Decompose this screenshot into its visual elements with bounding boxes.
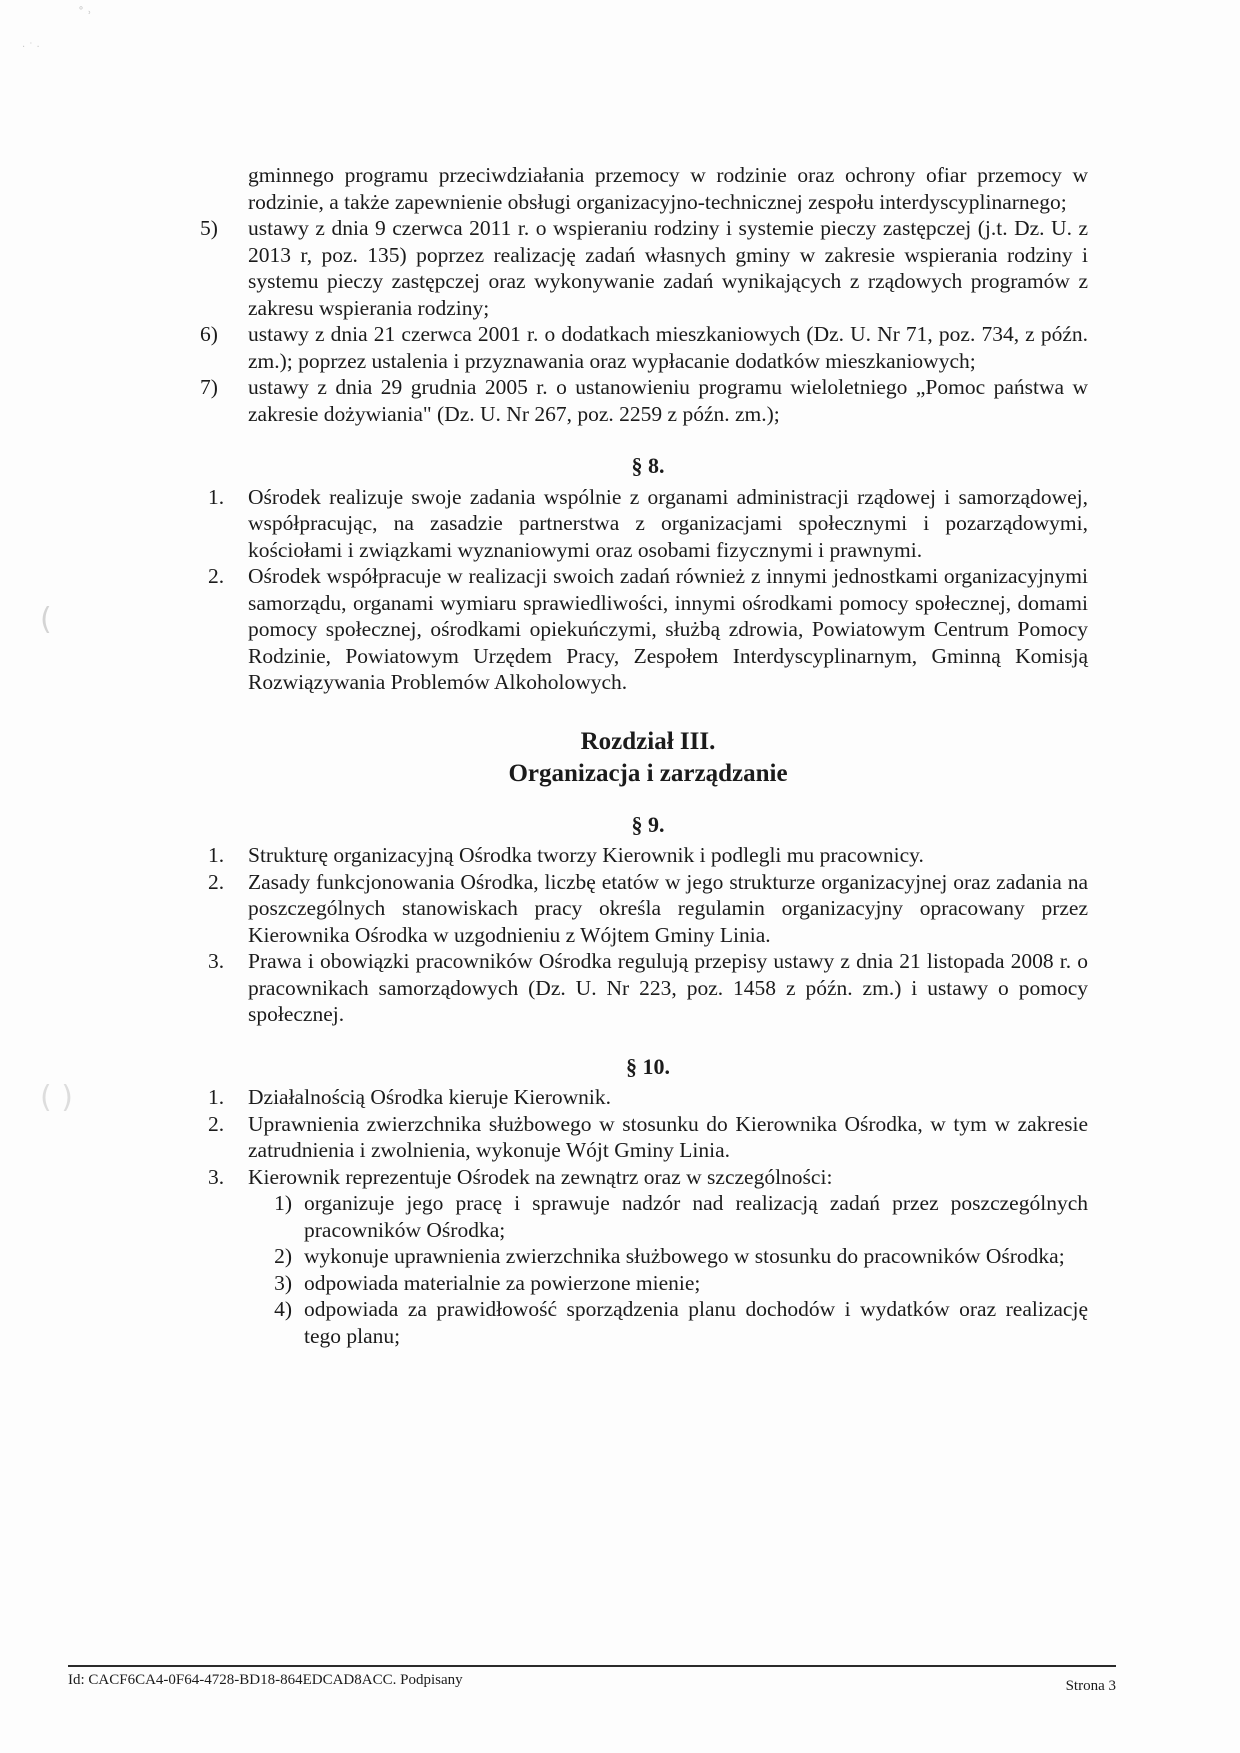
list-text: Prawa i obowiązki pracowników Ośrodka regulują przepisy ustawy z dnia 21 listopada 2008 r. o pracownikach samorządowych (Dz. U. Nr 223, poz. 1458 z późn. zm.) i ustawy o pomocy społecznej. bbox=[248, 949, 1088, 1026]
sub-list-text: organizuje jego pracę i sprawuje nadzór nad realizacją zadań przez poszczególnych pracowników Ośrodka; bbox=[304, 1191, 1088, 1242]
sub-list-item bbox=[208, 1243, 1088, 1270]
section-heading-9: § 9. bbox=[631, 811, 665, 837]
list-number: 3. bbox=[208, 949, 225, 973]
list-number: 2. bbox=[208, 1111, 225, 1136]
list-item bbox=[200, 215, 1088, 321]
list-item bbox=[208, 1084, 1088, 1111]
list-text: ustawy z dnia 21 czerwca 2001 r. o dodatkach mieszkaniowych (Dz. U. Nr 71, poz. 734, z późn. zm.); poprzez ustalenia i przyznawania oraz wypłacanie dodatków mieszkaniowych; bbox=[248, 322, 1088, 373]
sub-list-item bbox=[208, 1296, 1088, 1349]
document-id: Id: CACF6CA4-0F64-4728-BD18-864EDCAD8ACC. Podpisany bbox=[68, 1672, 463, 1688]
scan-artifact: ( ) bbox=[40, 1080, 73, 1115]
section-heading-10: § 10. bbox=[626, 1053, 670, 1079]
scan-artifact: · ˙ · bbox=[22, 42, 40, 53]
list-item bbox=[208, 869, 1088, 949]
list-number: 2. bbox=[208, 564, 225, 588]
list-number: 2. bbox=[208, 869, 225, 894]
scan-artifact: ˚ ˒ bbox=[78, 6, 92, 20]
list-item bbox=[208, 1111, 1088, 1164]
list-text: Kierownik reprezentuje Ośrodek na zewnątrz oraz w szczególności: bbox=[248, 1164, 833, 1189]
document-body bbox=[200, 162, 1088, 1349]
list-item bbox=[208, 1164, 1088, 1191]
scan-artifact: ( bbox=[40, 602, 52, 637]
list-text: ustawy z dnia 9 czerwca 2011 r. o wspieraniu rodziny i systemie pieczy zastępczej (j.t. Dz. U. z 2013 r, poz. 135) poprzez realizację zadań własnych gminy w zakresie wspierania rodziny i systemu pieczy zastępczej oraz wykonywanie zadań wynikających z rządowych programów z zakresu wspierania rodziny; bbox=[248, 216, 1088, 320]
sub-list-number: 3) bbox=[274, 1270, 292, 1295]
list-text: Zasady funkcjonowania Ośrodka, liczbę etatów w jego strukturze organizacyjnej oraz zadania na poszczególnych stanowiskach pracy określa regulamin organizacyjny opracowany przez Kierownika Ośrodka w uzgodnieniu z Wójtem Gminy Linia. bbox=[248, 869, 1088, 947]
list-text: Działalnością Ośrodka kieruje Kierownik. bbox=[248, 1085, 611, 1109]
list-number: 1. bbox=[208, 484, 225, 509]
list-number: 1. bbox=[208, 843, 225, 867]
list-text: Ośrodek współpracuje w realizacji swoich zadań również z innymi jednostkami organizacyjnymi samorządu, organami wymiaru sprawiedliwości, innymi ośrodkami pomocy społecznej, domami pomocy społecznej, ośrodkami opiekuńczymi, służbą zdrowia, Powiatowym Centrum Pomocy Rodzinie, Powiatowym Urzędem Pracy, Zespołem Interdyscyplinarnym, Gminną Komisją Rozwiązywania Problemów Alkoholowych. bbox=[248, 564, 1088, 694]
sub-list-text: odpowiada za prawidłowość sporządzenia planu dochodów i wydatków oraz realizację tego planu; bbox=[304, 1297, 1088, 1348]
chapter-number: Rozdział III. bbox=[580, 727, 716, 755]
list-item bbox=[208, 484, 1088, 564]
sub-list-number: 4) bbox=[274, 1297, 292, 1321]
section-heading-8: § 8. bbox=[631, 453, 665, 478]
chapter-title: Organizacja i zarządzanie bbox=[508, 759, 788, 787]
sub-list-number: 2) bbox=[274, 1244, 292, 1268]
list-text: Strukturę organizacyjną Ośrodka tworzy Kierownik i podlegli mu pracownicy. bbox=[248, 843, 924, 867]
list-text: Ośrodek realizuje swoje zadania wspólnie z organami administracji rządowej i samorządowej, współpracując, na zasadzie partnerstwa z organizacjami społecznymi i pozarządowymi, kościołami i związkami wyznaniowymi oraz osobami fizycznymi i prawnymi. bbox=[248, 484, 1088, 562]
sub-list-text: odpowiada materialnie za powierzone mienie; bbox=[304, 1270, 701, 1295]
list-number: 7) bbox=[200, 375, 218, 399]
list-number: 5) bbox=[200, 216, 218, 240]
footer-divider bbox=[68, 1665, 1116, 1667]
list-text: ustawy z dnia 29 grudnia 2005 r. o ustanowieniu programu wieloletniego „Pomoc państwa w zakresie dożywiania" (Dz. U. Nr 267, poz. 2259 z późn. zm.); bbox=[248, 375, 1088, 426]
list-item bbox=[200, 321, 1088, 374]
list-item bbox=[208, 948, 1088, 1028]
list-item bbox=[208, 842, 1088, 869]
sub-list-item bbox=[208, 1270, 1088, 1297]
list-item bbox=[208, 563, 1088, 696]
list-item bbox=[200, 374, 1088, 427]
continuation-text: gminnego programu przeciwdziałania przemocy w rodzinie oraz ochrony ofiar przemocy w rodzinie, a także zapewnienie obsługi organizacyjno-technicznej zespołu interdyscyplinarnego; bbox=[248, 163, 1088, 214]
chapter-heading bbox=[208, 726, 1088, 790]
list-text: Uprawnienia zwierzchnika służbowego w stosunku do Kierownika Ośrodka, w tym w zakresie zatrudnienia i zwolnienia, wykonuje Wójt Gminy Linia. bbox=[248, 1111, 1088, 1162]
page-number: Strona 3 bbox=[1065, 1678, 1116, 1694]
sub-list-item bbox=[208, 1190, 1088, 1243]
sub-list-text: wykonuje uprawnienia zwierzchnika służbowego w stosunku do pracowników Ośrodka; bbox=[304, 1244, 1065, 1268]
list-number: 1. bbox=[208, 1085, 225, 1109]
sub-list-number: 1) bbox=[274, 1191, 292, 1215]
list-number: 6) bbox=[200, 322, 218, 346]
list-number: 3. bbox=[208, 1164, 225, 1189]
